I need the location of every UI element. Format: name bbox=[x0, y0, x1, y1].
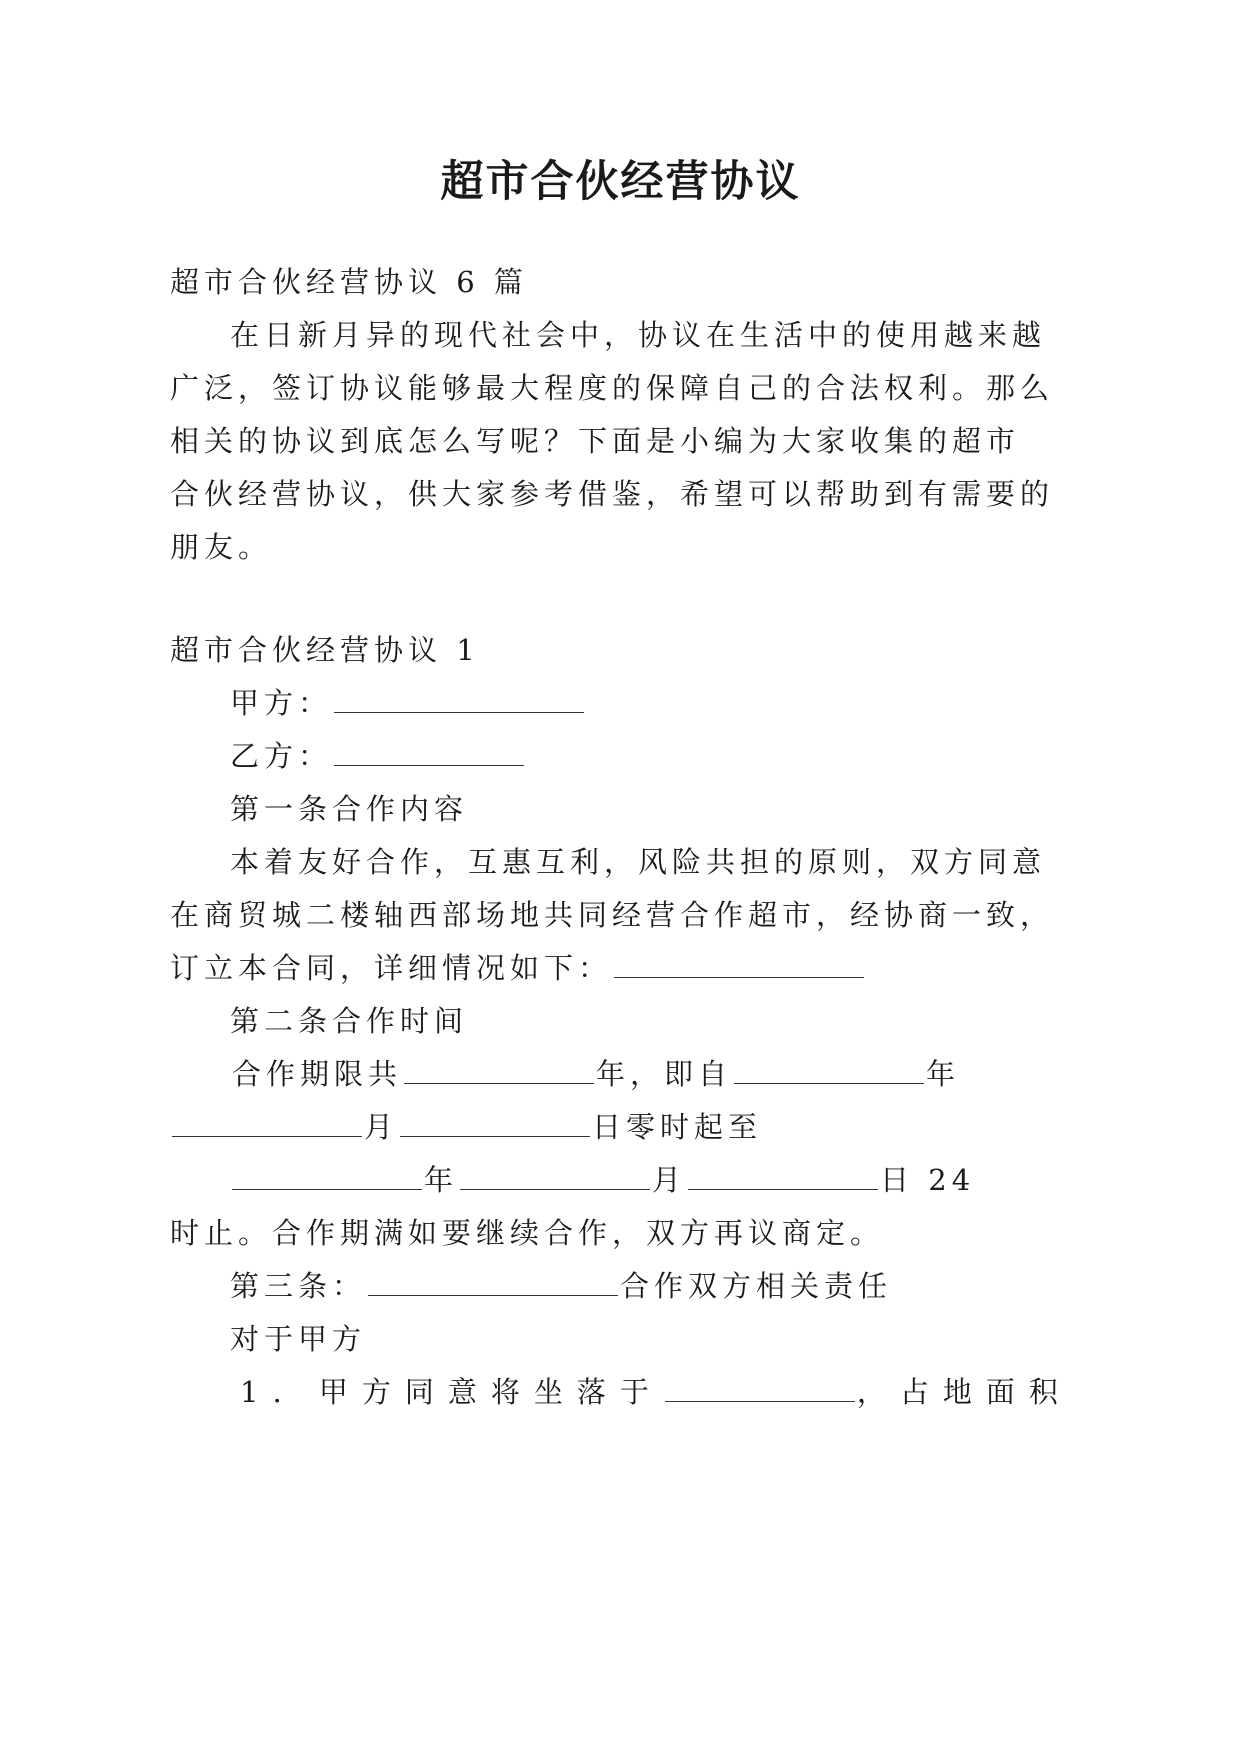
party-a-label: 甲方： bbox=[230, 686, 333, 720]
period-text-8: 日 24 bbox=[880, 1163, 976, 1197]
article-1-heading: 第一条合作内容 bbox=[230, 792, 469, 826]
period-text-3: 年 bbox=[926, 1057, 961, 1091]
start-year-blank bbox=[734, 1061, 924, 1084]
start-month-blank bbox=[172, 1114, 362, 1137]
location-blank bbox=[665, 1379, 855, 1402]
article-1-line-2: 在商贸城二楼轴西部场地共同经营合作超市，经协商一致， bbox=[170, 898, 1055, 932]
start-day-blank bbox=[400, 1114, 590, 1137]
party-b-label: 乙方： bbox=[230, 739, 333, 773]
article-3-heading bbox=[230, 1266, 892, 1306]
party-b-line bbox=[230, 736, 526, 776]
period-text-1: 合作期限共 bbox=[232, 1057, 403, 1091]
end-day-blank bbox=[688, 1167, 878, 1190]
party-b-blank bbox=[334, 743, 524, 766]
period-line-4: 时止。合作期满如要继续合作，双方再议商定。 bbox=[170, 1216, 885, 1250]
end-year-blank bbox=[232, 1167, 422, 1190]
period-text-7: 月 bbox=[652, 1163, 687, 1197]
party-a-blank bbox=[334, 690, 584, 713]
period-years-blank bbox=[404, 1061, 594, 1084]
article-1-line-3 bbox=[170, 948, 866, 988]
period-text-2: 年，即自 bbox=[596, 1057, 733, 1091]
period-line-1 bbox=[232, 1054, 960, 1094]
intro-line-5: 朋友。 bbox=[170, 530, 273, 564]
item-1-text-b: ，占地面积 bbox=[856, 1375, 1072, 1409]
intro-line-2: 广泛，签订协议能够最大程度的保障自己的合法权利。那么 bbox=[170, 371, 1055, 405]
intro-line-3: 相关的协议到底怎么写呢？下面是小编为大家收集的超市 bbox=[170, 424, 1021, 458]
article-1-line-1: 本着友好合作，互惠互利，风险共担的原则，双方同意 bbox=[230, 845, 1047, 879]
period-text-5: 日零时起至 bbox=[592, 1110, 763, 1144]
regarding-party-a: 对于甲方 bbox=[230, 1322, 367, 1356]
end-month-blank bbox=[460, 1167, 650, 1190]
intro-line-4: 合伙经营协议，供大家参考借鉴，希望可以帮助到有需要的 bbox=[170, 477, 1055, 511]
document-title: 超市合伙经营协议 bbox=[440, 157, 801, 207]
item-1-text-a: 1. 甲方同意将坐落于 bbox=[240, 1375, 663, 1409]
article-2-heading: 第二条合作时间 bbox=[230, 1004, 469, 1038]
period-text-4: 月 bbox=[364, 1110, 399, 1144]
article-1-line-3-text: 订立本合同，详细情况如下： bbox=[170, 951, 613, 985]
intro-line-1: 在日新月异的现代社会中，协议在生活中的使用越来越 bbox=[230, 318, 1047, 352]
period-line-2 bbox=[170, 1107, 762, 1147]
article-3-label: 第三条： bbox=[230, 1269, 367, 1303]
article-3-blank bbox=[368, 1273, 618, 1296]
item-1-line bbox=[240, 1372, 1072, 1412]
period-text-6: 年 bbox=[424, 1163, 459, 1197]
article-3-title: 合作双方相关责任 bbox=[620, 1269, 893, 1303]
section-heading: 超市合伙经营协议 1 bbox=[170, 633, 480, 667]
details-blank bbox=[614, 955, 864, 978]
subtitle: 超市合伙经营协议 6 篇 bbox=[170, 265, 528, 299]
period-line-3 bbox=[230, 1160, 975, 1200]
party-a-line bbox=[230, 683, 586, 723]
